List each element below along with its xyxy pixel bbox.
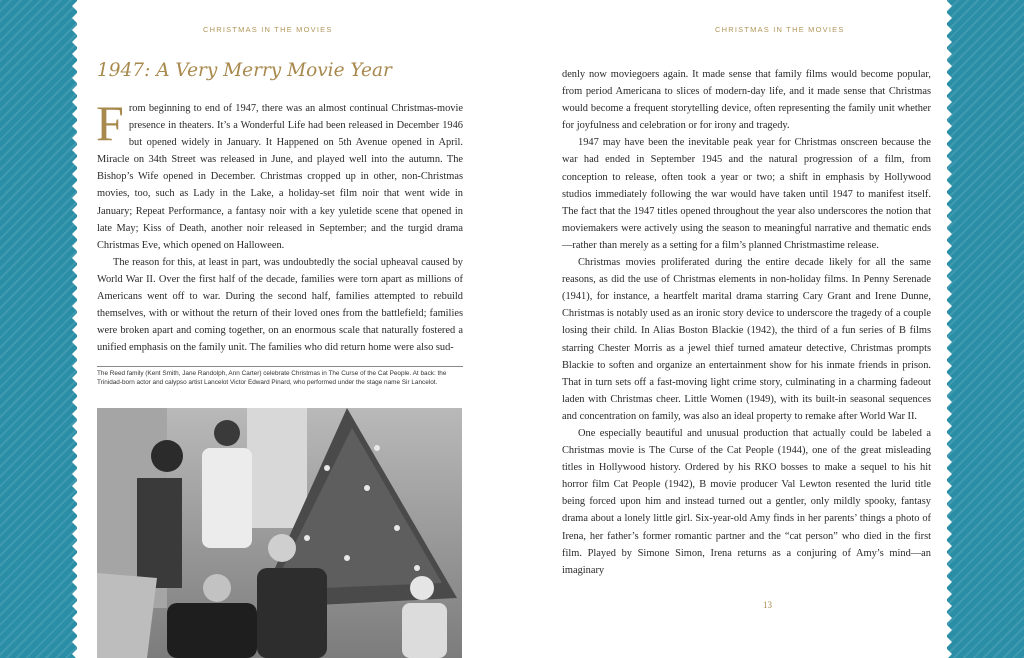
film-still-illustration <box>97 408 462 658</box>
paragraph-curse-cat-people: One especially beautiful and unusual production that actually could be labeled a Christmas movie is The Curse of the Cat People (1944), one of the great misleading titles in Hollywood history. Ordered by his RKO bosses to make a sequel to his hit horror film Cat People (1942), B movie producer Val Lewton resented the lurid title being forced upon him and instead turned out a gentler, only mildly spooky, fantasy drama about a lonely little girl. Six-year-old Amy finds in her parents’ things a photo of Irena, her father’s former romantic partner and the “cat person” who died in the first film. Played by Simone Simon, Irena returns as a conjuring of Amy’s mind—an imaginary <box>562 427 931 576</box>
right-body-text <box>562 66 931 579</box>
page-number: 13 <box>763 600 772 610</box>
scallop-shape <box>72 0 77 658</box>
scallop-edge-left <box>68 0 77 658</box>
paragraph-war: The reason for this, at least in part, was undoubtedly the social upheaval caused by World War II. Over the first half of the decade, families were torn apart as millions of Americans went off to war. During the second half, families attempted to rebuild themselves, with or without the return of their loved ones from the battlefield; families were broken apart and coming together, on an enormous scale that naturally fostered a unified emphasis on the family unit. The families who did return home were also sud- <box>97 256 463 354</box>
paragraph-peak-year: 1947 may have been the inevitable peak year for Christmas onscreen because the war had ended in September 1945 and the natural progression of a film, from conception to release, often took a year or two; a shift in emphasis by Hollywood studios immediately following the war would have taken until 1947 to manifest itself. The fact that the 1947 titles opened throughout the year also underscores the notion that moviemakers were actively using the season to meaningful narrative and thematic ends—rather than merely as a setting for a film’s planned Christmastime release. <box>562 137 931 251</box>
right-page <box>562 0 931 658</box>
film-still-photo <box>97 408 462 658</box>
chapter-title: 1947: A Very Merry Movie Year <box>97 60 392 81</box>
running-head-right: CHRISTMAS IN THE MOVIES <box>715 25 845 34</box>
running-head-left: CHRISTMAS IN THE MOVIES <box>203 25 333 34</box>
photo-caption: The Reed family (Kent Smith, Jane Randolph, Ann Carter) celebrate Christmas in The Curse of the Cat People. At back: the Trinidad-born actor and calypso artist Lancelot Victor Edward Pinard, who performed under the stage name Sir Lancelot. <box>97 370 447 387</box>
left-body-text <box>96 95 463 356</box>
scallop-edge-right <box>947 0 956 658</box>
left-page <box>97 0 532 658</box>
scallop-shape <box>947 0 952 658</box>
paragraph-continued: denly now moviegoers again. It made sense that family films would become popular, from period Americana to slices of modern-day life, and it made sense that Christmas would become a frequent storytelling device, often representing the family unit whether for joyfulness and celebration or for irony and tragedy. <box>562 69 931 132</box>
right-decorative-border <box>947 0 1024 658</box>
left-decorative-border <box>0 0 77 658</box>
paragraph-intro <box>96 95 463 254</box>
drop-cap: F <box>96 95 124 151</box>
paragraph-intro-text: rom beginning to end of 1947, there was an almost continual Christmas-movie presence in theaters. It’s a Wonderful Life had been released in December 1946 but opened widely in January. It Happened on 5th Avenue opened in April. Miracle on 34th Street was released in June, and played well into the autumn. The Bishop’s Wife opened in December. Christmas cropped up in other, non-Christmas movies, too, such as Lady in the Lake, a holiday-set film noir that went wide in January; Repeat Performance, a fantasy noir with a key yuletide scene that opened in late May; Kiss of Death, another noir released in September; and the turgid drama Christmas Eve, which opened on Halloween. <box>97 103 463 251</box>
caption-rule <box>97 366 463 367</box>
paragraph-proliferated: Christmas movies proliferated during the entire decade likely for all the same reasons, as did the use of Christmas elements in non-holiday films. In Penny Serenade (1941), for instance, a heartfelt marital drama starring Cary Grant and Irene Dunne, Christmas is notably used as an ironic story device to underscore the tragedy of a couple losing their child. In Alias Boston Blackie (1942), the third of a fun series of B films starring Chester Morris as a jewel thief turned amateur detective, Christmas prompts Blackie to soften and organize an entertainment show for his inmate friends in prison. That in turn sets off a fast-moving light crime story, culminating in a charming fadeout laden with Christmas cheer. Little Women (1949), with its built-in seasonal sequences and concentration on family, was also an ideal property to remake after World War II. <box>562 257 931 422</box>
